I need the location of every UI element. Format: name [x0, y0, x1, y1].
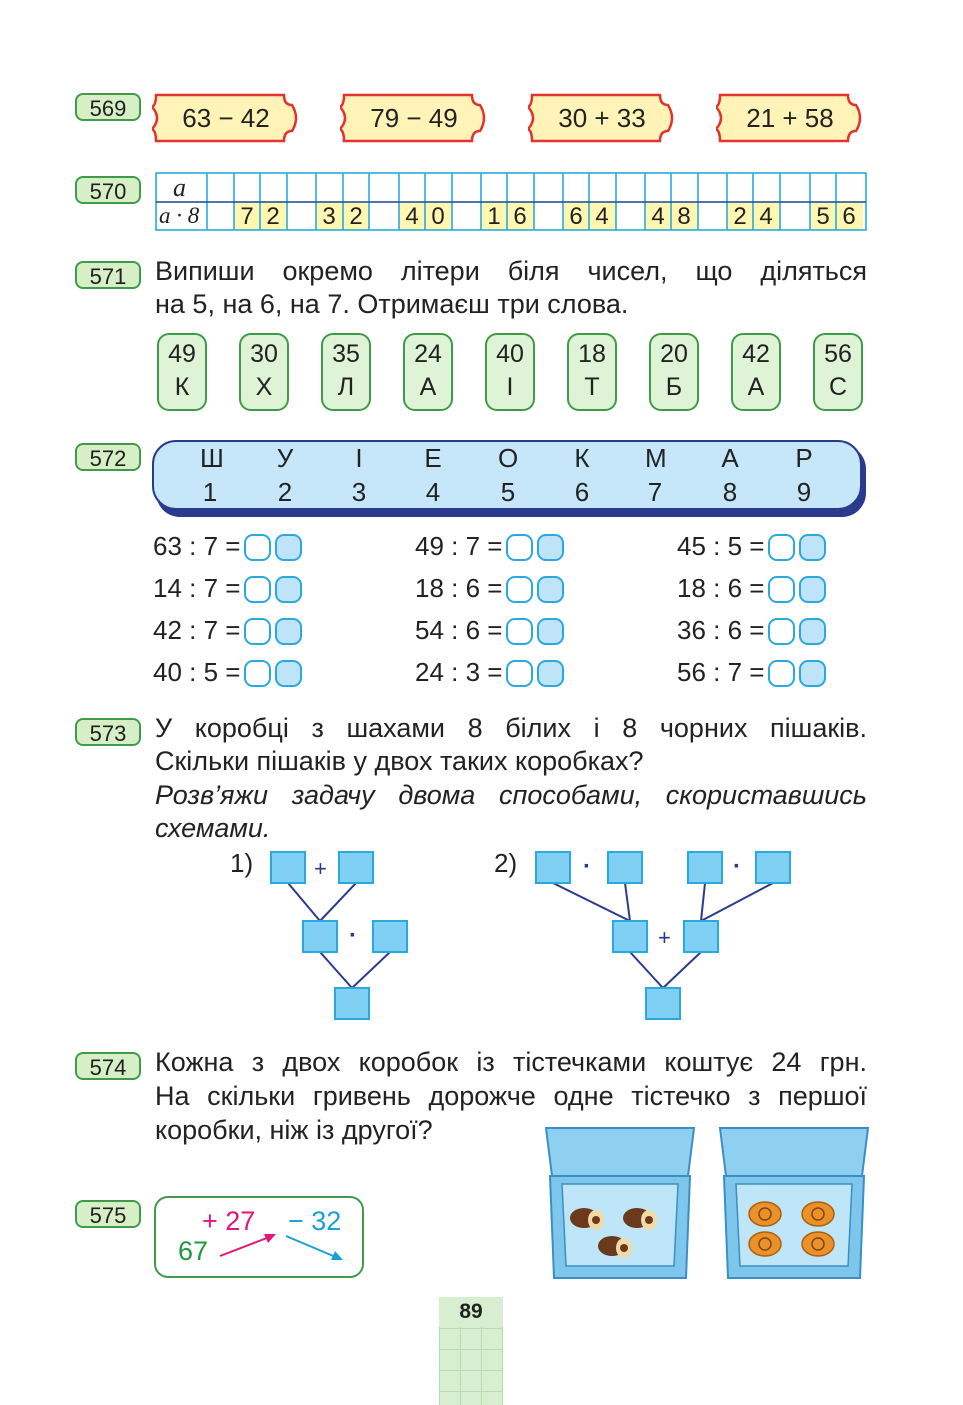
task-571-text-line2: на 5, на 6, на 7. Отримаєш три слова. [155, 289, 629, 319]
key-letter: А [721, 443, 739, 473]
key-letter: К [574, 443, 590, 473]
row-label-a-times-8: a · 8 [159, 203, 200, 228]
task-573-instruction-line2: схемами. [155, 813, 271, 843]
task-number-569: 569 [75, 93, 141, 121]
task-number-572: 572 [75, 443, 141, 471]
scheme-2-label: 2) [494, 848, 518, 878]
chain-operation-box [154, 1196, 364, 1278]
task-number-574: 574 [75, 1052, 141, 1080]
key-digit: 5 [500, 477, 516, 507]
equation-text: 45 : 5 = [677, 531, 765, 561]
scheme-1-plus-sign: + [314, 856, 327, 881]
expression-text: 30 + 33 [558, 103, 646, 133]
scheme-2-dot-sign-right: · [733, 853, 741, 880]
task-574-text-line2: На скільки гривень дорожче одне тістечко з першої [155, 1081, 867, 1111]
card-number: 42 [742, 340, 770, 368]
task-number-570: 570 [75, 176, 141, 204]
card-letter: А [747, 373, 765, 401]
cake-boxes-illustration [540, 1120, 870, 1285]
card-letter: І [506, 373, 514, 401]
card-letter: Х [255, 373, 273, 401]
table-result-digit: 4 [651, 203, 665, 230]
equation-text: 42 : 7 = [153, 615, 241, 645]
card-letter: Т [584, 373, 600, 401]
table-result-digit: 2 [733, 203, 747, 230]
card-number: 40 [496, 340, 524, 368]
task-573-instruction-line1: Розв’яжи задачу двома способами, скориставшись [155, 780, 867, 810]
key-digit: 8 [722, 477, 738, 507]
key-digit: 2 [277, 477, 293, 507]
task-number-575: 575 [75, 1200, 141, 1228]
card-number: 49 [168, 340, 196, 368]
table-result-digit: 4 [405, 203, 419, 230]
key-digit: 6 [574, 477, 590, 507]
table-result-digit: 6 [513, 203, 527, 230]
task-571-text-line1: Випиши окремо літери біля чисел, що діляться [155, 256, 867, 286]
key-letter: М [645, 443, 667, 473]
key-letter: Р [795, 443, 813, 473]
card-letter: К [174, 373, 190, 401]
key-digit: 9 [796, 477, 812, 507]
equation-text: 18 : 6 = [677, 573, 765, 603]
task-573-text-line2: Скільки пішаків у двох таких коробках? [155, 746, 644, 776]
scheme-2-dot-sign-left: · [583, 853, 591, 880]
row-label-a: a [173, 173, 186, 202]
card-number: 56 [824, 340, 852, 368]
card-number: 30 [250, 340, 278, 368]
table-result-digit: 4 [595, 203, 609, 230]
equation-text: 36 : 6 = [677, 615, 765, 645]
key-digit: 4 [425, 477, 441, 507]
equation-text: 40 : 5 = [153, 657, 241, 687]
chain-start-number: 67 [178, 1236, 209, 1266]
card-number: 24 [414, 340, 442, 368]
arrow-up-right-icon [220, 1234, 276, 1256]
table-result-digit: 0 [431, 203, 445, 230]
equation-text: 56 : 7 = [677, 657, 765, 687]
task-number-573: 573 [75, 718, 141, 746]
expression-text: 79 − 49 [370, 103, 458, 133]
expression-text: 63 − 42 [182, 103, 270, 133]
cake-box-2-icon [720, 1128, 868, 1278]
key-digit: 7 [647, 477, 663, 507]
table-result-digit: 6 [842, 203, 856, 230]
key-digit: 1 [202, 477, 218, 507]
table-result-digit: 8 [677, 203, 691, 230]
table-result-digit: 5 [816, 203, 830, 230]
task-573-text-line1: У коробці з шахами 8 білих і 8 чорних пішаків. [155, 713, 867, 743]
card-letter: Б [665, 373, 683, 401]
key-letter: О [498, 443, 519, 473]
equation-text: 49 : 7 = [415, 531, 503, 561]
key-digit: 3 [351, 477, 367, 507]
scheme-2-plus-sign: + [658, 925, 671, 950]
card-number: 35 [332, 340, 360, 368]
key-letter: У [276, 443, 294, 473]
table-result-digit: 7 [240, 203, 254, 230]
equation-text: 63 : 7 = [153, 531, 241, 561]
task-574-text-line3: коробки, ніж із другої? [155, 1115, 433, 1145]
card-letter: С [828, 373, 848, 401]
expression-text: 21 + 58 [746, 103, 834, 133]
equation-text: 24 : 3 = [415, 657, 503, 687]
card-number: 20 [660, 340, 688, 368]
table-result-digit: 2 [349, 203, 363, 230]
key-letter: І [355, 443, 363, 473]
table-result-digit: 6 [569, 203, 583, 230]
table-result-digit: 4 [759, 203, 773, 230]
task-574-text-line1: Кожна з двох коробок із тістечками коштує 24 грн. [155, 1047, 867, 1077]
scheme-1-label: 1) [230, 848, 254, 878]
chain-operation-subtract: − 32 [288, 1206, 342, 1236]
equation-text: 14 : 7 = [153, 573, 241, 603]
card-number: 18 [578, 340, 606, 368]
equation-text: 18 : 6 = [415, 573, 503, 603]
table-result-digit: 3 [322, 203, 336, 230]
card-letter: А [419, 373, 437, 401]
card-letter: Л [337, 373, 355, 401]
task-number-571: 571 [75, 261, 141, 289]
equation-text: 54 : 6 = [415, 615, 503, 645]
chain-operation-add: + 27 [202, 1206, 256, 1236]
page-number: 89 [439, 1297, 503, 1327]
page-number-tab [439, 1297, 503, 1405]
key-letter: Е [424, 443, 442, 473]
table-result-digit: 1 [487, 203, 501, 230]
table-result-digit: 2 [266, 203, 280, 230]
cake-box-1-icon [546, 1128, 694, 1278]
key-letter: Ш [200, 443, 224, 473]
scheme-1-dot-sign: · [349, 922, 357, 949]
arrow-down-right-icon [286, 1236, 343, 1260]
